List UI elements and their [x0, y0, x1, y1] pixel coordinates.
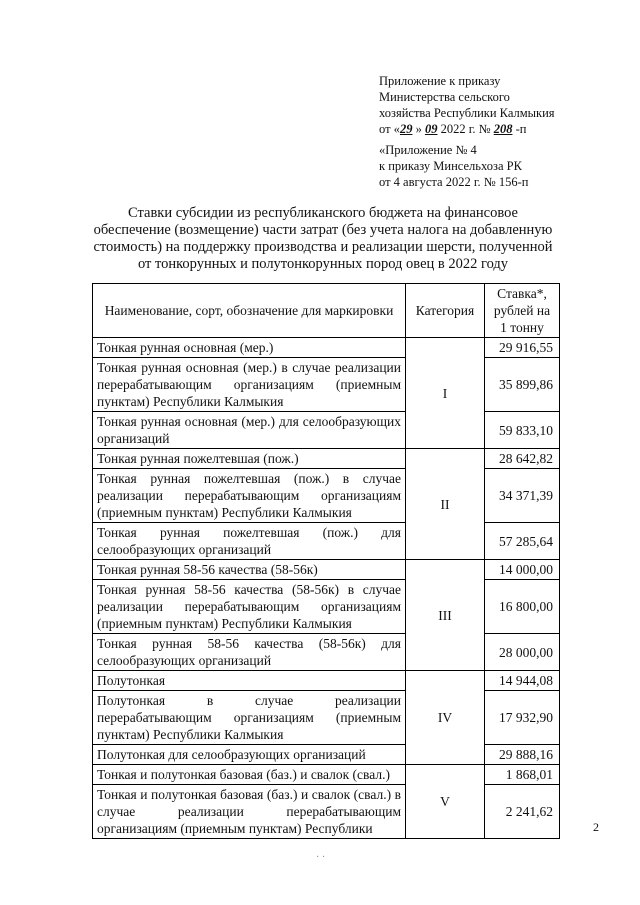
table-row: Полутонкая для селообразующих организаций 29 888,16 — [93, 745, 560, 765]
scan-artifact-marks: · · — [316, 852, 326, 863]
header-name: Наименование, сорт, обозначение для маркировки — [93, 284, 406, 338]
table-row: Тонкая и полутонкая базовая (баз.) и свалок (свал.) V 1 868,01 — [93, 765, 560, 785]
subsidy-rates-table — [92, 283, 560, 839]
header-rate: Ставка*, рублей на 1 тонну — [485, 284, 560, 338]
handwritten-number: 208 — [493, 122, 513, 136]
appendix-line-2: к приказу Минсельхоза РК — [379, 159, 522, 173]
appendix-line-3: от 4 августа 2022 г. № 156-п — [379, 175, 529, 189]
category-cell: V — [406, 765, 485, 839]
header-line-2: Министерства сельского — [379, 90, 510, 104]
table-row: Тонкая рунная 58-56 качества (58-56к) для селообразующих организаций 28 000,00 — [93, 634, 560, 671]
order-header — [379, 73, 555, 137]
header-date-line: от «29 » 09 2022 г. № 208 -п — [379, 122, 527, 136]
table-row: Тонкая рунная основная (мер.) I 29 916,55 — [93, 338, 560, 358]
appendix-reference — [379, 142, 528, 190]
category-cell: IV — [406, 671, 485, 765]
table-row: Тонкая рунная 58-56 качества (58-56к) III 14 000,00 — [93, 560, 560, 580]
table-row: Тонкая рунная 58-56 качества (58-56к) в случае реализации перерабатывающим организациям (приемным пунктам) Республики Калмыкия 16 800,00 — [93, 580, 560, 634]
header-category: Категория — [406, 284, 485, 338]
category-cell: III — [406, 560, 485, 671]
category-cell: II — [406, 449, 485, 560]
category-cell: I — [406, 338, 485, 449]
table-row: Тонкая рунная пожелтевшая (пож.) в случае реализации перерабатывающим организациям (приемным пунктам) Республики Калмыкия 34 371,39 — [93, 469, 560, 523]
table-row: Тонкая рунная пожелтевшая (пож.) II 28 642,82 — [93, 449, 560, 469]
header-line-1: Приложение к приказу — [379, 74, 501, 88]
table-row: Тонкая рунная основная (мер.) в случае реализации перерабатывающим организациям (приемным пунктам) Республики Калмыкия 35 899,86 — [93, 358, 560, 412]
document-title: Ставки субсидии из республиканского бюджета на финансовое обеспечение (возмещение) части затрат (без учета налога на добавленную стоимость) на поддержку производства и реализации шерсти, полученной от тонкорунных и полутонкорунных пород овец в 2022 году — [93, 205, 553, 272]
appendix-line-1: «Приложение № 4 — [379, 143, 477, 157]
table-row: Тонкая рунная основная (мер.) для селообразующих организаций 59 833,10 — [93, 412, 560, 449]
table-row: Тонкая и полутонкая базовая (баз.) и свалок (свал.) в случае реализации перерабатывающим организациям (приемным пунктам) Республики 2 241,62 — [93, 785, 560, 839]
table-row: Полутонкая IV 14 944,08 — [93, 671, 560, 691]
handwritten-month: 09 — [424, 122, 438, 136]
handwritten-day: 29 — [399, 122, 413, 136]
page-number: 2 — [593, 820, 599, 834]
table-row: Тонкая рунная пожелтевшая (пож.) для селообразующих организаций 57 285,64 — [93, 523, 560, 560]
header-line-3: хозяйства Республики Калмыкия — [379, 106, 555, 120]
table-row: Полутонкая в случае реализации перерабатывающим организациям (приемным пунктам) Республики Калмыкия 17 932,90 — [93, 691, 560, 745]
table-header-row — [93, 284, 560, 338]
